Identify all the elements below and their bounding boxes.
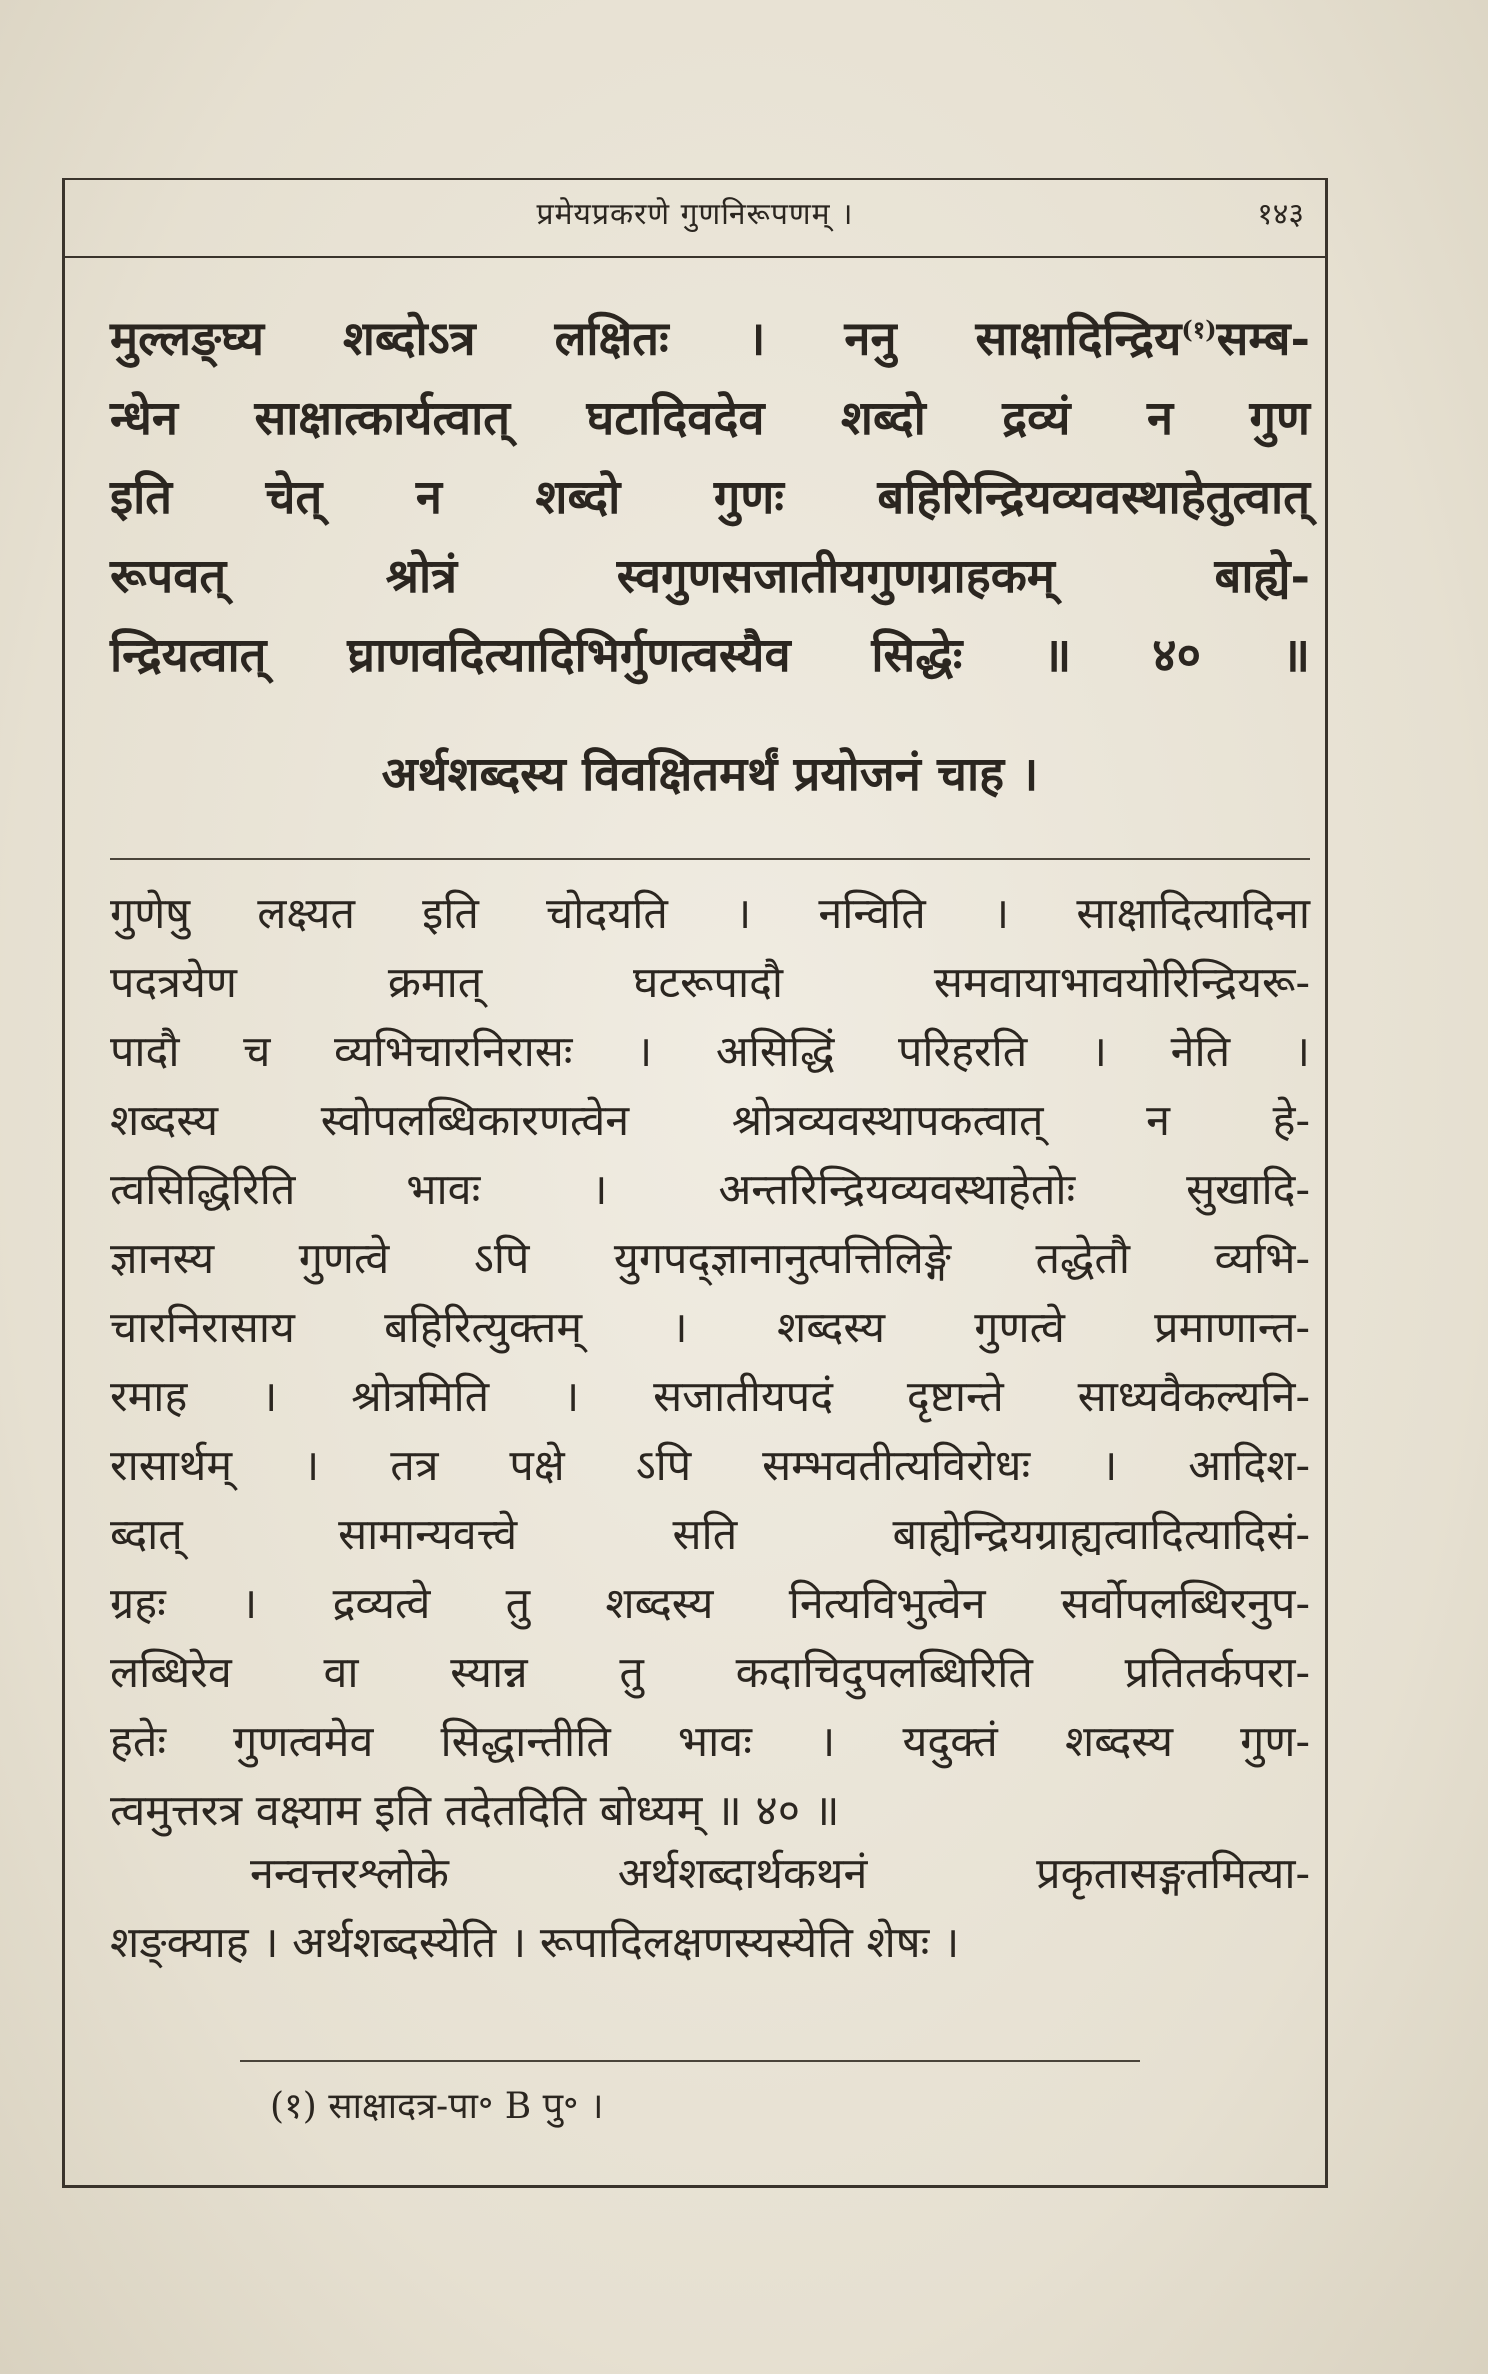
- commentary-line: चारनिरासाय बहिरित्युक्तम् । शब्दस्य गुणत्वे प्रमाणान्त-: [110, 1303, 1310, 1353]
- commentary-line: शङ्क्याह । अर्थशब्दस्येति । रूपादिलक्षणस्यस्येति शेषः ।: [110, 1918, 960, 1968]
- commentary-line: गुणेषु लक्ष्यत इति चोदयति । नन्विति । साक्षादित्यादिना: [110, 889, 1310, 939]
- introductory-line: अर्थशब्दस्य विवक्षितमर्थं प्रयोजनं चाह ।: [381, 747, 1039, 802]
- root-line: न्धेन साक्षात्कार्यत्वात् घटादिवदेव शब्दो द्रव्यं न गुण: [110, 390, 1310, 446]
- commentary-paragraph-2: [110, 1840, 1310, 1978]
- section-rule: [110, 858, 1310, 860]
- commentary-line: पदत्रयेण क्रमात् घटरूपादौ समवायाभावयोरिन्द्रियरू-: [110, 958, 1310, 1008]
- commentary-line: ब्दात् सामान्यवत्त्वे सति बाह्येन्द्रियग्राह्यत्वादित्यादिसं-: [110, 1510, 1310, 1560]
- footnote-marker: (१): [1181, 315, 1217, 344]
- commentary-line: पादौ च व्यभिचारनिरासः । असिद्धिं परिहरति । नेति ।: [110, 1027, 1310, 1077]
- page-number: १४३: [1257, 197, 1304, 232]
- root-line: [110, 290, 1310, 379]
- commentary-line: शब्दस्य स्वोपलब्धिकारणत्वेन श्रोत्रव्यवस्थापकत्वात् न हे-: [110, 1096, 1310, 1146]
- root-line-tail: सम्ब-: [1216, 311, 1310, 367]
- commentary-line: हतेः गुणत्वमेव सिद्धान्तीति भावः । यदुक्तं शब्दस्य गुण-: [110, 1717, 1310, 1767]
- root-line: रूपवत् श्रोत्रं स्वगुणसजातीयगुणग्राहकम् बाह्ये-: [110, 548, 1310, 604]
- commentary-line: ज्ञानस्य गुणत्वे ऽपि युगपद्ज्ञानानुत्पत्तिलिङ्गे तद्धेतौ व्यभि-: [110, 1234, 1310, 1284]
- commentary: [110, 880, 1310, 1846]
- running-header: [62, 178, 1328, 248]
- footnote-rule: [240, 2060, 1140, 2062]
- commentary-line: नन्वत्तरश्लोके अर्थशब्दार्थकथनं प्रकृतासङ्गतमित्या-: [250, 1849, 1310, 1899]
- root-line: इति चेत् न शब्दो गुणः बहिरिन्द्रियव्यवस्थाहेतुत्वात्: [110, 469, 1310, 525]
- header-title: प्रमेयप्रकरणे गुणनिरूपणम् ।: [536, 197, 854, 232]
- root-line-text: मुल्लङ्घ्य शब्दोऽत्र लक्षितः । ननु साक्षादिन्द्रिय: [110, 311, 1182, 367]
- header-rule: [62, 256, 1328, 258]
- commentary-line: लब्धिरेव वा स्यान्न तु कदाचिदुपलब्धिरिति प्रतितर्कपरा-: [110, 1648, 1310, 1698]
- commentary-line: रासार्थम् । तत्र पक्षे ऽपि सम्भवतीत्यविरोधः । आदिश-: [110, 1441, 1310, 1491]
- root-line: न्द्रियत्वात् घ्राणवदित्यादिभिर्गुणत्वस्यैव सिद्धेः ॥ ४० ॥: [110, 627, 1310, 683]
- footnote: (१) साक्षादत्र-पा॰ B पु॰ ।: [270, 2086, 604, 2127]
- commentary-line: रमाह । श्रोत्रमिति । सजातीयपदं दृष्टान्ते साध्यवैकल्यनि-: [110, 1372, 1310, 1422]
- commentary-line: त्वसिद्धिरिति भावः । अन्तरिन्द्रियव्यवस्थाहेतोः सुखादि-: [110, 1165, 1310, 1215]
- commentary-line: त्वमुत्तरत्र वक्ष्याम इति तदेतदिति बोध्यम् ॥ ४० ॥: [110, 1786, 840, 1836]
- commentary-line: ग्रहः । द्रव्यत्वे तु शब्दस्य नित्यविभुत्वेन सर्वोपलब्धिरनुप-: [110, 1579, 1310, 1629]
- root-text: [110, 290, 1310, 695]
